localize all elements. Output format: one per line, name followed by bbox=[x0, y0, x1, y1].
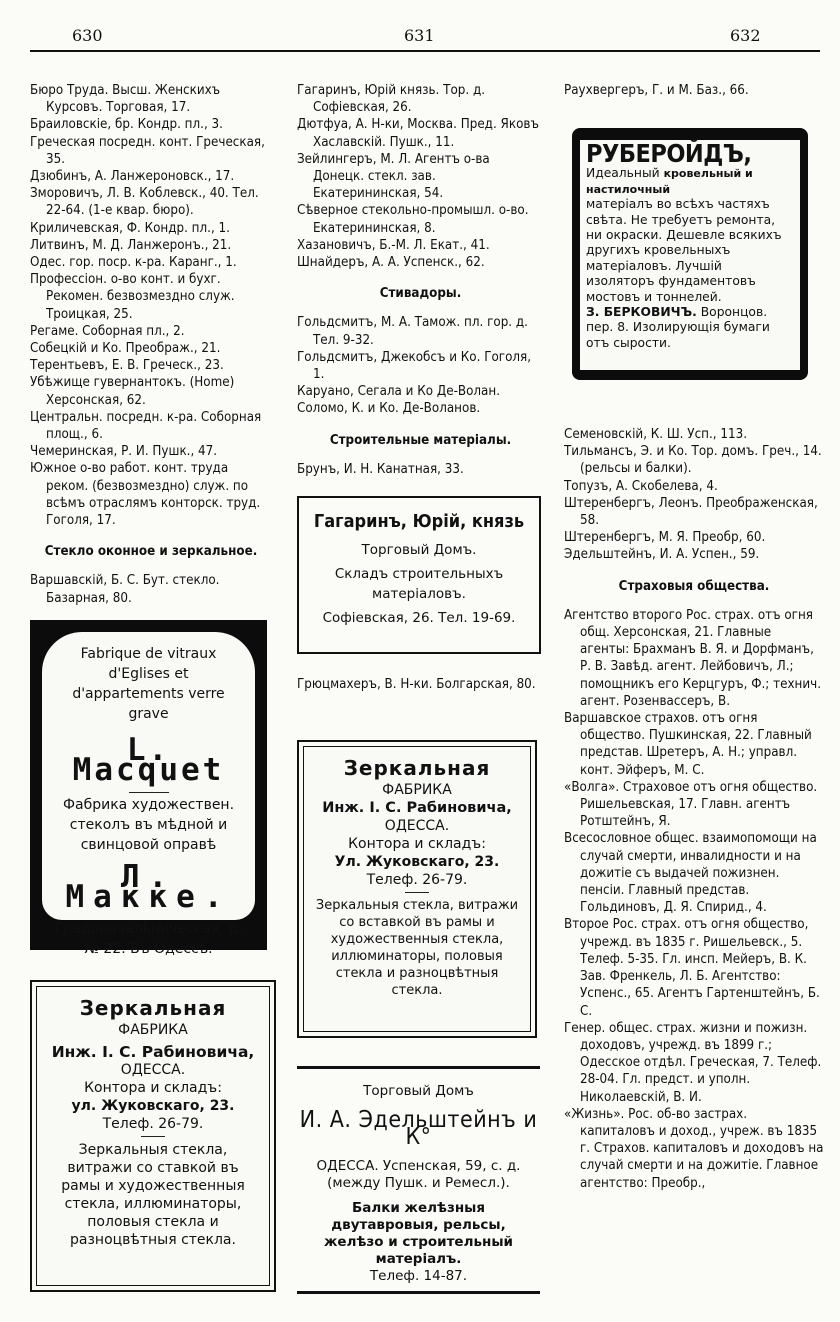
list-item: Литвинъ, М. Д. Ланжеронъ., 21. bbox=[30, 237, 232, 253]
macquet-name-cyrillic: Л. Макке. bbox=[65, 859, 232, 915]
list-item: Сѣверное стекольно-промышл. о-во. Екатерининская, 8. bbox=[297, 203, 529, 236]
list-item: Топузъ, А. Скобелева, 4. bbox=[564, 478, 718, 494]
page-number-left: 630 bbox=[72, 26, 103, 45]
macquet-name: L. Macquet bbox=[72, 732, 225, 788]
list-item: Хазановичъ, Б.-М. Л. Екат., 41. bbox=[297, 237, 490, 253]
list-item: Шнайдеръ, А. А. Успенск., 62. bbox=[297, 255, 485, 271]
list-item: Семеновскій, К. Ш. Усп., 113. bbox=[564, 427, 747, 442]
list-item: Эдельштейнъ, И. А. Успен., 59. bbox=[564, 547, 760, 563]
list-item: Центральн. посредн. к-ра. Соборная площ., 6. bbox=[30, 409, 262, 443]
section-heading-insurance: Страховыя общества. bbox=[618, 578, 770, 594]
column-2-entries bbox=[297, 82, 544, 271]
ad-text-bold: кровельный и настилочный bbox=[586, 167, 753, 196]
macquet-french-text: Fabrique de vitraux d'Eglises et d'appartements verre grave bbox=[72, 646, 225, 722]
ad-owner: Инж. I. С. Рабиновича, bbox=[51, 1043, 255, 1061]
ad-city: ОДЕССА. bbox=[384, 818, 450, 834]
macquet-address: Градоначальническая, д. № 22. Въ Одессѣ. bbox=[54, 921, 243, 957]
list-item: Зморовичъ, Л. В. Коблевск., 40. Тел. 22-64. (1-е квар. бюро). bbox=[30, 186, 259, 219]
page-number-center: 631 bbox=[404, 26, 435, 45]
list-item: Соломо, К. и Ко. Де-Воланов. bbox=[297, 401, 481, 417]
list-item: «Жизнь». Рос. об-во застрах. капиталовъ и доход., учреж. въ 1835 г. Страхов. капиталовъ и доходовъ на случай смерти и на дожитіе. Главное агентство: Преобр., bbox=[564, 1106, 824, 1191]
list-item: Второе Рос. страх. отъ огня общество, учрежд. въ 1835 г. Ришельевск., 5. Телеф. 5-35. Гл. инсп. Мейеръ, В. К. Зав. Френкель, Л. Б. Агентство: Успенс., 65. Агентъ Гартенштейнъ, Б. С. bbox=[564, 917, 820, 1019]
ad-owner: З. БЕРКОВИЧЪ. bbox=[586, 305, 697, 320]
list-item: Убѣжище гувернантокъ. (Home) Херсонская, 62. bbox=[30, 375, 235, 408]
mirror-factory-ad-center bbox=[297, 740, 537, 1038]
ad-address: Ул. Жуковскаго, 23. bbox=[334, 854, 500, 870]
ad-phone: Телеф. 26-79. bbox=[102, 1116, 204, 1132]
macquet-ad bbox=[30, 620, 267, 957]
column-2 bbox=[297, 82, 544, 478]
list-item: Дютфуа, А. Н-ки, Москва. Пред. Яковъ Хаславскій. Пушк., 11. bbox=[297, 117, 539, 150]
column-2-entries-after bbox=[297, 676, 544, 693]
divider bbox=[405, 892, 429, 893]
list-item: Терентьевъ, Е. В. Греческ., 23. bbox=[30, 358, 224, 374]
list-item: Варшавское страхов. отъ огня общество. Пушкинская, 22. Главный предстaв. Шретеръ, А. Н.; управл. конт. Эйферъ, М. С. bbox=[564, 711, 812, 778]
ad-owner: Инж. I. С. Рабиновича, bbox=[322, 800, 512, 816]
column-3 bbox=[564, 82, 824, 99]
ad-line: Торговый Домъ. bbox=[361, 542, 477, 558]
ad-line: Складъ строительныхъ матеріаловъ. bbox=[334, 566, 504, 602]
list-item: Криличевская, Ф. Кондр. пл., 1. bbox=[30, 220, 230, 236]
divider bbox=[129, 792, 169, 793]
column-1-entries bbox=[30, 82, 272, 529]
gagarin-ad bbox=[297, 496, 541, 654]
list-item: Профессіон. о-во конт. и бухг. Рекомен. безвозмездно служ. Троицкая, 25. bbox=[30, 272, 235, 322]
ad-title: РУБЕРОЙДЪ, bbox=[586, 139, 752, 168]
column-3-entries-top bbox=[564, 82, 824, 99]
list-item: Собецкій и Ко. Преображ., 21. bbox=[30, 341, 221, 357]
ad-line: Софіевская, 26. Тел. 19-69. bbox=[322, 610, 516, 626]
list-item: Гагаринъ, Юрій князь. Тор. д. Софіевская, 26. bbox=[297, 83, 486, 116]
column-2-entries-building bbox=[297, 461, 544, 478]
column-1-entries-glass bbox=[30, 572, 272, 606]
list-item: Штеренбергъ, Леонъ. Преображенская, 58. bbox=[564, 495, 818, 529]
list-item: Грюцмахеръ, В. Н-ки. Болгарская, 80. bbox=[297, 677, 536, 692]
ad-title: Гагаринъ, Юрій, князь bbox=[313, 511, 525, 532]
column-3-lower bbox=[564, 426, 824, 1192]
ad-title: Зеркальная bbox=[79, 996, 227, 1020]
list-item: Всесословное общес. взаимопомощи на случай смерти, инвалидности и на дожитіе съ выдачей пожизнен. пенсіи. Главный представ. Гольдиновъ, Д. Я. Спирид., 4. bbox=[564, 831, 817, 916]
column-3-entries-insurance bbox=[564, 607, 824, 1192]
list-item: Генер. общес. страх. жизни и пожизн. доходовъ, учрежд. въ 1899 г.; Одесское отдѣл. Греческая, 7. Телеф. 28-04. Гл. предст. и уполн. Николаевскій, В. И. bbox=[564, 1020, 822, 1105]
edelstein-ad bbox=[297, 1066, 540, 1294]
list-item: Гольдсмитъ, М. А. Тамож. пл. гор. д. Тел. 9-32. bbox=[297, 315, 528, 348]
column-3-entries bbox=[564, 426, 824, 564]
list-item: Браиловскіе, бр. Кондр. пл., 3. bbox=[30, 117, 223, 133]
ad-line: Торговый Домъ bbox=[363, 1083, 474, 1099]
ad-body: матеріалъ во всѣхъ частяхъ свѣта. Не требуетъ ремонта, ни окраски. Дешевле всякихъ другихъ кровельныхъ матеріаловъ. Лучшій изоляторъ фундаментовъ мостовъ и тоннелей. bbox=[586, 197, 782, 304]
list-item: Гольдсмитъ, Джекобсъ и Ко. Гоголя, 1. bbox=[297, 349, 532, 383]
list-item: Каруано, Сегала и Ко Де-Волан. bbox=[297, 384, 501, 400]
list-item: «Волга». Страховое отъ огня общество. Ришельевская, 17. Главн. агентъ Ротштейнъ, Я. bbox=[564, 779, 818, 830]
ad-address: ул. Жуковскаго, 23. bbox=[71, 1098, 235, 1114]
ruberoid-ad bbox=[572, 128, 808, 380]
list-item: Чемеринская, Р. И. Пушк., 47. bbox=[30, 444, 218, 460]
column-2-entries-stevedores bbox=[297, 314, 544, 417]
list-item: Дзюбинъ, А. Ланжероновск., 17. bbox=[30, 169, 235, 185]
list-item: Регаме. Соборная пл., 2. bbox=[30, 323, 185, 339]
ad-description: Балки желѣзныя двутавровыя, рельсы, желѣзо и строительный матеріалъ. bbox=[323, 1200, 513, 1267]
ad-description: Зеркальныя стекла, витражи со вставкой въ рамы и художественныя стекла, иллюминаторы, половыя стекла и разноцвѣтныя стекла. bbox=[315, 898, 519, 998]
ad-description: Зеркальныя стекла, витражи со ставкой въ рамы и художественныя стекла, иллюминаторы, половыя стекла и разноцвѣтныя стекла. bbox=[61, 1142, 245, 1248]
column-2-after-gagarin bbox=[297, 676, 544, 693]
ad-address: ОДЕССА. Успенская, 59, с. д. (между Пушк. и Ремесл.). bbox=[316, 1158, 521, 1191]
mirror-factory-ad-left bbox=[30, 980, 276, 1292]
ad-phone: Телеф. 14-87. bbox=[369, 1268, 468, 1284]
list-item: Брунъ, И. Н. Канатная, 33. bbox=[297, 461, 464, 477]
ad-office: Контора и складъ: bbox=[348, 836, 486, 852]
list-item: Южное о-во работ. конт. труда реком. (безвозмездно) служ. по всѣмъ отраслямъ конторск. труд. Гоголя, 17. bbox=[30, 461, 261, 529]
ad-text: Идеальный bbox=[586, 166, 660, 181]
section-heading-glass: Стекло оконное и зеркальное. bbox=[44, 544, 258, 560]
header-rule bbox=[30, 50, 820, 52]
section-heading-building: Строительные матеріалы. bbox=[329, 432, 512, 448]
section-heading-stevedores: Стивадоры. bbox=[379, 286, 462, 302]
list-item: Зейлингеръ, М. Л. Агентъ о-ва Донецк. стекл. зав. Екатерининская, 54. bbox=[297, 151, 490, 202]
macquet-russian-text: Фабрика художествен. стеколъ въ мѣдной и свинцовой оправѣ bbox=[62, 797, 235, 853]
list-item: Тильмансъ, Э. и Ко. Тор. домъ. Греч., 14. (рельсы и балки). bbox=[564, 444, 822, 477]
ad-title: Зеркальная bbox=[343, 756, 491, 780]
divider bbox=[141, 1136, 165, 1137]
list-item: Бюро Труда. Высш. Женскихъ Курсовъ. Торговая, 17. bbox=[30, 83, 221, 116]
list-item: Одес. гор. поср. к-ра. Каранг., 1. bbox=[30, 255, 237, 271]
list-item: Варшавскій, Б. С. Бут. стекло. Базарная, 80. bbox=[30, 573, 220, 606]
ad-city: ОДЕССА. bbox=[120, 1062, 186, 1078]
list-item: Штеренбергъ, М. Я. Преобр, 60. bbox=[564, 530, 766, 546]
ad-office: Контора и складъ: bbox=[84, 1080, 222, 1096]
ad-tail: Воронцов. пер. 8. Изолирующія бумаги отъ сырости. bbox=[586, 305, 770, 350]
column-1 bbox=[30, 82, 272, 607]
list-item: Раухвергеръ, Г. и М. Баз., 66. bbox=[564, 83, 749, 98]
ad-phone: Телеф. 26-79. bbox=[366, 872, 468, 888]
list-item: Агентство второго Рос. страх. отъ огня общ. Херсонская, 21. Главные агенты: Брахманъ В. Я. и Дорфманъ, Р. В. Завѣд. агент. Лейбовичъ, Л.; помощникъ его Керцгуръ, Ф.; технич. агент. Розенвассеръ, В. bbox=[564, 607, 821, 709]
ad-subtitle: ФАБРИКА bbox=[118, 1022, 188, 1038]
ad-subtitle: ФАБРИКА bbox=[382, 782, 452, 798]
page-number-right: 632 bbox=[730, 26, 761, 45]
list-item: Греческая посредн. конт. Греческая, 35. bbox=[30, 134, 265, 167]
ad-title: И. А. Эдельштейнъ и К° bbox=[299, 1107, 538, 1150]
